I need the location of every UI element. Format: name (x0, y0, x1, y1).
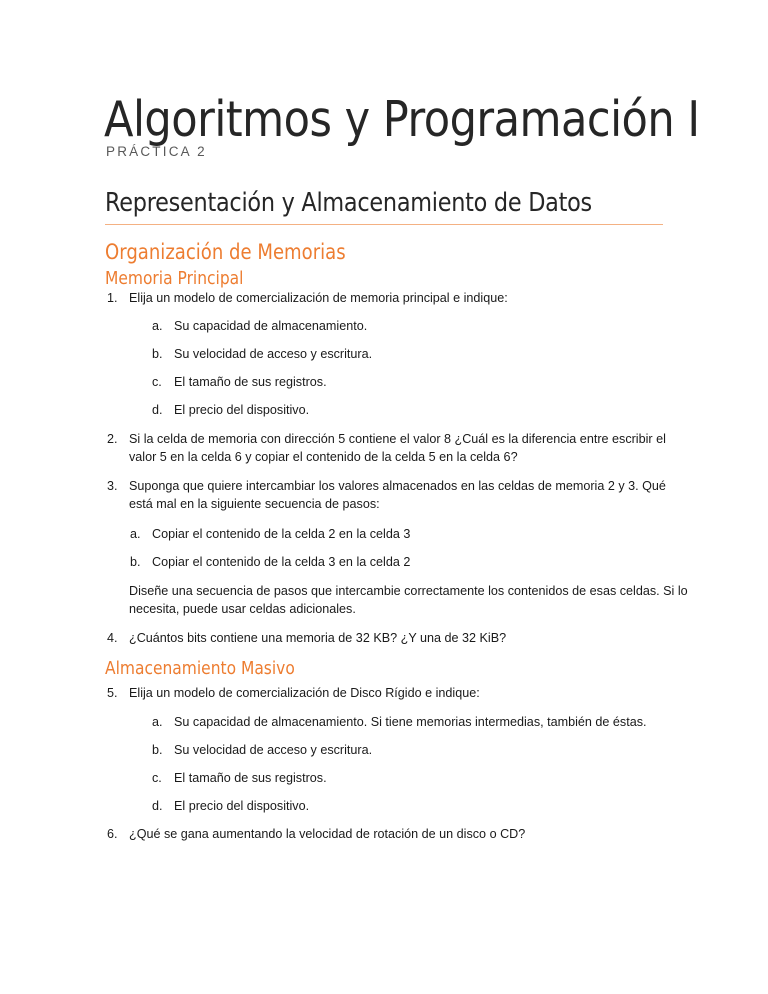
item-text: El tamaño de sus registros. (174, 771, 327, 785)
question-number: 4. (107, 631, 118, 645)
section-heading-almacenamiento-masivo: Almacenamiento Masivo (105, 658, 295, 679)
item-text: El tamaño de sus registros. (174, 375, 327, 389)
item-letter: a. (152, 319, 163, 333)
question-2 (107, 430, 666, 448)
list-item (152, 373, 327, 391)
item-letter: b. (130, 555, 141, 569)
question-number: 6. (107, 827, 118, 841)
list-item (152, 317, 367, 335)
question-text: ¿Cuántos bits contiene una memoria de 32 KB? ¿Y una de 32 KiB? (129, 631, 507, 645)
question-3 (107, 477, 666, 495)
list-item (152, 401, 309, 419)
question-text: Suponga que quiere intercambiar los valores almacenados en las celdas de memoria 2 y 3. Qué (129, 479, 666, 493)
section-heading-memoria-principal: Memoria Principal (105, 268, 244, 289)
list-item (130, 525, 410, 543)
item-letter: d. (152, 403, 163, 417)
heading-1: Representación y Almacenamiento de Datos (105, 188, 592, 218)
question-2-cont: valor 5 en la celda 6 y copiar el contenido de la celda 5 en la celda 6? (129, 450, 518, 464)
question-text: Elija un modelo de comercialización de Disco Rígido e indique: (129, 686, 480, 700)
question-3-cont: está mal en la siguiente secuencia de pasos: (129, 497, 380, 511)
item-text: El precio del dispositivo. (174, 403, 310, 417)
list-item (152, 345, 372, 363)
item-text: Su capacidad de almacenamiento. Si tiene memorias intermedias, también de éstas. (174, 715, 647, 729)
question-3-followup: Diseñe una secuencia de pasos que intercambie correctamente los contenidos de esas celdas. Si lo (129, 584, 688, 598)
item-letter: d. (152, 799, 163, 813)
item-text: Su velocidad de acceso y escritura. (174, 347, 373, 361)
heading-2: Organización de Memorias (105, 240, 346, 264)
question-6 (107, 825, 525, 843)
item-text: Copiar el contenido de la celda 2 en la celda 3 (152, 527, 411, 541)
list-item (152, 741, 372, 759)
list-item (152, 713, 647, 731)
document-title: Algoritmos y Programación I (104, 91, 700, 148)
question-text: Si la celda de memoria con dirección 5 contiene el valor 8 ¿Cuál es la diferencia entre escribir el (129, 432, 666, 446)
item-letter: b. (152, 743, 163, 757)
question-number: 3. (107, 479, 118, 493)
item-letter: a. (152, 715, 163, 729)
question-number: 1. (107, 291, 118, 305)
item-text: El precio del dispositivo. (174, 799, 310, 813)
question-5 (107, 684, 480, 702)
item-letter: c. (152, 771, 162, 785)
question-4 (107, 629, 506, 647)
question-number: 5. (107, 686, 118, 700)
item-letter: b. (152, 347, 163, 361)
document-subtitle: PRÁCTICA 2 (106, 144, 207, 159)
list-item (130, 553, 410, 571)
item-text: Su capacidad de almacenamiento. (174, 319, 368, 333)
item-text: Copiar el contenido de la celda 3 en la celda 2 (152, 555, 411, 569)
heading-rule (105, 224, 663, 225)
question-3-followup-cont: necesita, puede usar celdas adicionales. (129, 602, 356, 616)
item-letter: a. (130, 527, 141, 541)
item-text: Su velocidad de acceso y escritura. (174, 743, 373, 757)
list-item (152, 797, 309, 815)
item-letter: c. (152, 375, 162, 389)
list-item (152, 769, 327, 787)
question-text: ¿Qué se gana aumentando la velocidad de rotación de un disco o CD? (129, 827, 526, 841)
question-1 (107, 289, 508, 307)
question-number: 2. (107, 432, 118, 446)
question-text: Elija un modelo de comercialización de memoria principal e indique: (129, 291, 508, 305)
